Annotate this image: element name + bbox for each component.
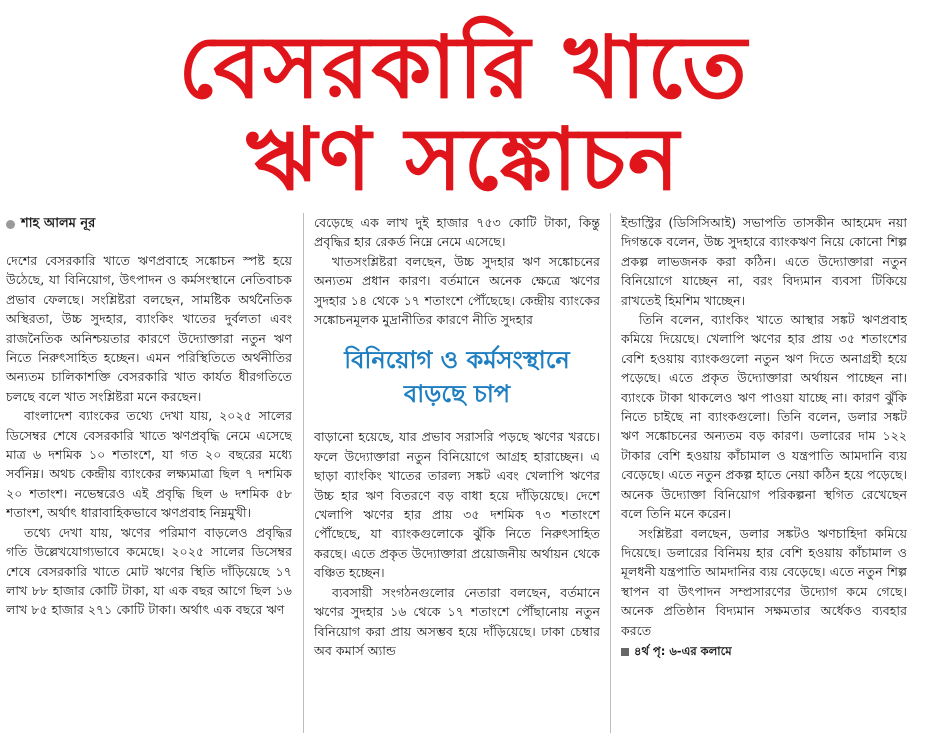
paragraph: ইন্ডাস্ট্রির (ডিসিসিআই) সভাপতি তাসকীন আহমেদ নয়া দিগন্তকে বলেন, উচ্চ সুদহারে ব্যাংকঋণ নিয়ে কোনো শিল্প প্রকল্প লাভজনক করা কঠিন। এতে উদ্যোক্তারা নতুন বিনিয়োগে যাচ্ছেন না, বরং বিদ্যমান ব্যবসা টিকিয়ে রাখতেই হিমশিম খাচ্ছেন। [621,215,907,308]
paragraph: দেশের বেসরকারি খাতে ঋণপ্রবাহে সঙ্কোচন স্পষ্ট হয়ে উঠেছে, যা বিনিয়োগ, উৎপাদন ও কর্মসংস্থানে নেতিবাচক প্রভাব ফেলছে। সংশ্লিষ্টরা বলছেন, সামষ্টিক অর্থনৈতিক অস্থিরতা, উচ্চ সুদহার, ব্যাংকিং খাতের দুর্বলতা এবং রাজনৈতিক অনিশ্চয়তার কারণে উদ্যোক্তারা নতুন ঋণ নিতে নিরুৎসাহিত হচ্ছেন। এমন পরিস্থিতিতে অর্থনীতির অন্যতম চালিকাশক্তি বেসরকারি খাত কার্যত ধীরগতিতে চলছে বলে খাত সংশ্লিষ্টরা মনে করছেন। [6,253,292,404]
paragraph: খাতসংশ্লিষ্টরা বলছেন, উচ্চ সুদহার ঋণ সঙ্কোচনের অন্যতম প্রধান কারণ। বর্তমানে অনেক ক্ষেত্রে ঋণের সুদহার ১৪ থেকে ১৭ শতাংশে পৌঁছেছে। কেন্দ্রীয় ব্যাংকের সঙ্কোচনমূলক মুদ্রানীতির কারণে নীতি সুদহার [314,253,600,328]
paragraph: সংশ্লিষ্টরা বলছেন, ডলার সঙ্কটও ঋণচাহিদা কমিয়ে দিয়েছে। ডলারের বিনিময় হার বেশি হওয়ায় কাঁচামাল ও মূলধনী যন্ত্রপাতি আমদানির ব্যয় বেড়েছে। এতে নতুন শিল্প স্থাপন বা উৎপাদন সম্প্রসারণের উদ্যোগ কমে গেছে। অনেক প্রতিষ্ঠান বিদ্যমান সক্ষমতার অর্ধেকও ব্যবহার করতে [621,525,907,638]
paragraph: ব্যবসায়ী সংগঠনগুলোর নেতারা বলছেন, বর্তমানে ঋণের সুদহার ১৬ থেকে ১৭ শতাংশে পৌঁছানোয় নতুন বিনিয়োগ করা প্রায় অসম্ভব হয়ে দাঁড়িয়েছে। ঢাকা চেম্বার অব কমার্স অ্যান্ড [314,584,600,658]
pull-quote [314,343,600,411]
byline-author: শাহ আলম নূর [21,216,96,231]
paragraph: তিনি বলেন, ব্যাংকিং খাতে আস্থার সঙ্কট ঋণপ্রবাহ কমিয়ে দিয়েছে। খেলাপি ঋণের হার প্রায় ৩৫ শতাংশের বেশি হওয়ায় ব্যাংকগুলো নতুন ঋণ দিতে অনাগ্রহী হয়ে পড়েছে। এতে প্রকৃত উদ্যোক্তারা অর্থায়ন পাচ্ছেন না। ব্যাংকে টাকা থাকলেও ঋণ পাওয়া যাচ্ছে না। কারণ ঝুঁকি নিতে চাইছে না ব্যাংকগুলো। তিনি বলেন, ডলার সঙ্কট ঋণ সঙ্কোচনের অন্যতম বড় কারণ। ডলারের দাম ১২২ টাকার বেশি হওয়ায় কাঁচামাল ও যন্ত্রপাতি আমদানি ব্যয় বেড়েছে। এতে নতুন প্রকল্প হাতে নেয়া কঠিন হয়ে পড়েছে। অনেক উদ্যোক্তা বিনিয়োগ পরিকল্পনা স্থগিত রেখেছেন বলে তিনি মনে করেন। [621,312,907,522]
column-divider [303,213,304,733]
paragraph: বেড়েছে এক লাখ দুই হাজার ৭৫৩ কোটি টাকা, কিন্তু প্রবৃদ্ধির হার রেকর্ড নিম্নে নেমে এসেছে। [314,215,600,250]
pull-quote-line-2: বাড়ছে চাপ [403,380,511,409]
paragraph: বাড়ানো হয়েছে, যার প্রভাব সরাসরি পড়ছে ঋণের খরচে। ফলে উদ্যোক্তারা নতুন বিনিয়োগে আগ্রহ হারাচ্ছেন। এ ছাড়া ব্যাংকিং খাতের তারল্য সঙ্কট এবং খেলাপি ঋণের উচ্চ হার ঋণ বিতরণে বড় বাধা হয়ে দাঁড়িয়েছে। দেশে খেলাপি ঋণের হার প্রায় ৩৫ দশমিক ৭৩ শতাংশে পৌঁছেছে, যা ব্যাংকগুলোকে ঝুঁকি নিতে নিরুৎসাহিত করছে। এতে প্রকৃত উদ্যোক্তারা প্রয়োজনীয় অর্থায়ন থেকে বঞ্চিত হচ্ছেন। [314,429,600,581]
column-divider [610,213,611,733]
paragraph: বাংলাদেশ ব্যাংকের তথ্যে দেখা যায়, ২০২৫ সালের ডিসেম্বর শেষে বেসরকারি খাতে ঋণপ্রবৃদ্ধি নেমে এসেছে মাত্র ৬ দশমিক ১০ শতাংশে, যা গত ২০ বছরের মধ্যে সর্বনিম্ন। অথচ কেন্দ্রীয় ব্যাংকের লক্ষ্যমাত্রা ছিল ৭ দশমিক ২০ শতাংশ। নভেম্বরেও এই প্রবৃদ্ধি ছিল ৬ দশমিক ৫৮ শতাংশ, অর্থাৎ ধারাবাহিকভাবে ঋণপ্রবাহ নিম্নমুখী। [6,408,292,521]
article-column-3 [621,213,907,733]
headline-line-1: বেসরকারি খাতে [178,18,749,118]
bullet-icon [6,220,15,229]
headline-line-2: ঋণ সঙ্কোচন [246,110,681,210]
pull-quote-line-1: বিনিয়োগ ও কর্মসংস্থানে [344,346,570,375]
paragraph: তথ্যে দেখা যায়, ঋণের পরিমাণ বাড়লেও প্রবৃদ্ধির গতি উল্লেখযোগ্যভাবে কমেছে। ২০২৫ সালের ডিসেম্বর শেষে বেসরকারি খাতে মোট ঋণের স্থিতি দাঁড়িয়েছে ১৭ লাখ ৮৮ হাজার কোটি টাকা, যা এক বছর আগে ছিল ১৬ লাখ ৮৫ হাজার ২৭১ কোটি টাকা। অর্থাৎ এক বছরে ঋণ [6,524,292,618]
square-bullet-icon [621,648,629,656]
article-column-1 [6,213,292,733]
continuation-note [621,642,907,661]
continuation-text: ৪র্থ পৃ: ৬-এর কলামে [634,643,732,658]
article-column-2 [314,213,600,733]
headline [0,0,927,210]
byline [6,213,292,235]
